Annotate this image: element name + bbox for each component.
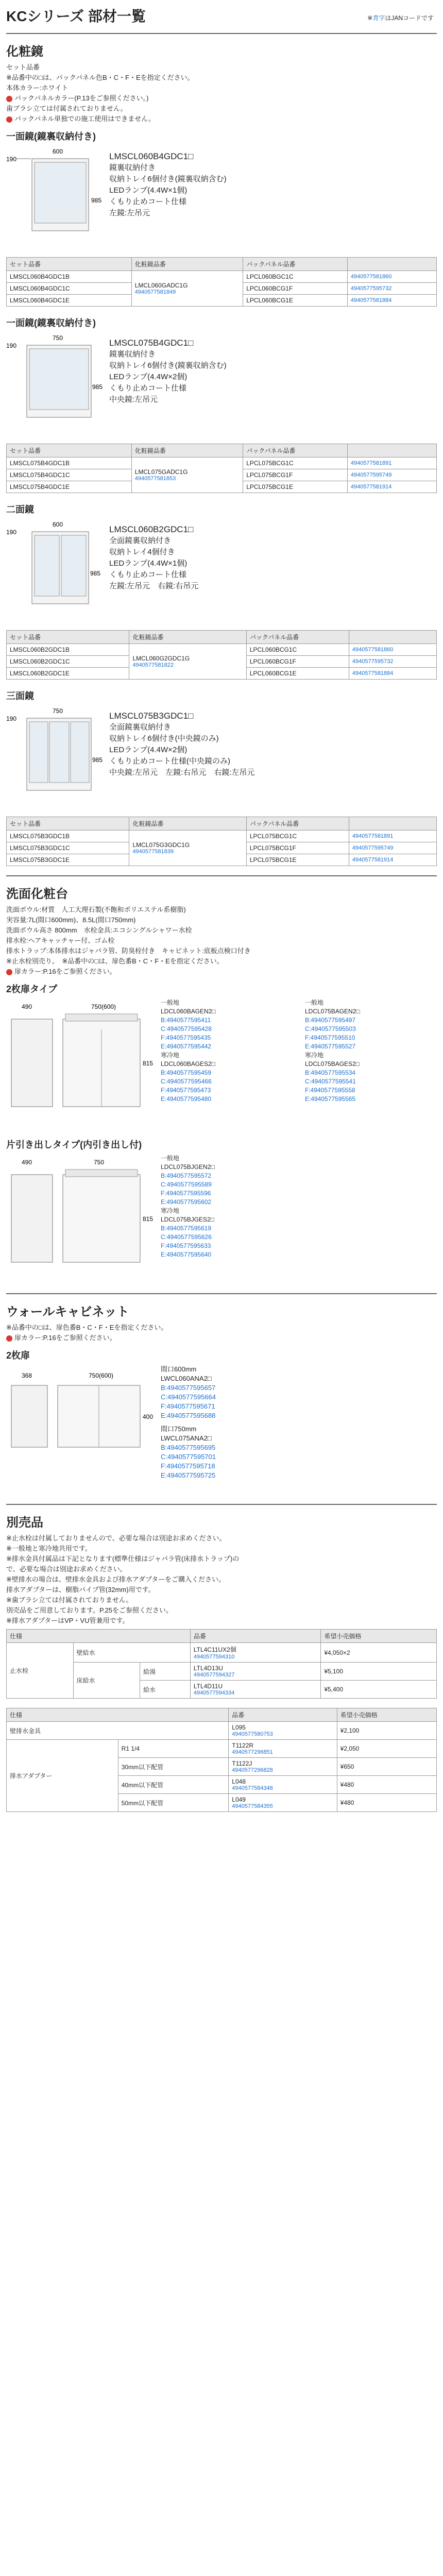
svg-text:985: 985 [92,383,103,391]
svg-text:600: 600 [53,148,63,155]
wall-codes: 間口600mm LWCL060ANA2□ B:4940577595657 C:4940577595664 F:4940577595671 E:4940577595688 間口750mm LWCL075ANA2□ B:4940577595695 C:4940577595701 F:4940577595718 E:4940577595725 [161,1365,216,1479]
one2-product [6,332,437,440]
three-product [6,705,437,814]
wall-sub: 2枚扉 [6,1350,30,1361]
twodoor-codes-600: 一般地 LDCL060BAGEN2□ B:4940577595411 C:4940577595428 F:4940577595435 E:4940577595442 寒冷地 LDCL060BAGES2□ B:4940577595459 C:4940577595466 F:4940577595473 E:4940577595480 [161,999,216,1103]
twodoor-vanity-drawing [6,998,156,1127]
red-marker-icon [6,1335,12,1342]
three-mirror-drawing [6,705,103,808]
mirror-title: 化粧鏡 [6,45,43,59]
two-mirror-drawing [6,519,99,622]
svg-text:190: 190 [6,156,17,163]
svg-text:750: 750 [53,334,63,342]
one1-subtitle: 一面鏡(鏡裏収納付き) [6,131,96,142]
wall-section [0,1301,443,1504]
wall-bullets: ※品番中の□は、扉色番B・C・F・Eを指定ください。 扉カラー:P.16をご参照ください。 [6,1324,168,1342]
stopcock-table: 仕様 品番 希望小売価格 止水栓 壁給水 LTL4C11UX2個 4940577594310 ¥4,050×2 床給水 給湯 LTL4D13U 4940577594327 ¥5,100 給水 LTL4D11U 4940577594334 ¥5,400 [6,1629,437,1699]
twodoor-codes-750: 一般地 LDCL075BAGEN2□ B:4940577595497 C:4940577595503 F:4940577595510 E:4940577595527 寒冷地 LDCL075BAGES2□ B:4940577595534 C:4940577595541 F:4940577595558 E:4940577595565 [305,999,360,1103]
red-marker-icon [6,969,12,975]
svg-text:750: 750 [53,707,63,715]
one1-spec: LMSCL060B4GDC1□ 鏡裏収納付き 収納トレイ6個付き(鏡裏収納含む) LEDランプ(4.4W×1個) くもり止めコート仕様 左鏡:左吊元 [109,151,227,217]
svg-text:190: 190 [6,342,17,349]
page-title: KCシリーズ 部材一覧 [6,8,146,24]
wall-rule [6,1293,437,1294]
wall-product [6,1365,437,1504]
svg-text:750(600): 750(600) [89,1372,114,1379]
one1-table: セット品番 化粧鏡品番 パックパネル品番 LMSCL060B4GDC1B LMCL060GADC1G 4940577581849 LPCL060BGC1C 4940577581860 LMSCL060B4GDC1C LPCL060BCG1F 4940577595732 LMSCL060B4GDC1E LPCL060BCG1E 4940577581884 [6,257,437,307]
sold-section [0,1512,443,1812]
vanity-section [0,884,443,1288]
svg-text:985: 985 [92,756,103,764]
svg-text:985: 985 [90,570,101,577]
svg-text:600: 600 [53,521,63,528]
drawer-vanity-drawing [6,1154,156,1283]
one2-table: セット品番 化粧鏡品番 パックパネル品番 LMSCL075B4GDC1B LMCL075GADC1G 4940577581853 LPCL075BCG1C 4940577581891 LMSCL075B4GDC1C LPCL075BCG1F 4940577595749 LMSCL075B4GDC1E LPCL075BCG1E 4940577581914 [6,444,437,493]
one2-subtitle: 一面鏡(鏡裏収納付き) [6,318,96,328]
svg-text:815: 815 [143,1060,154,1067]
svg-text:490: 490 [22,1159,32,1166]
svg-text:490: 490 [22,1003,32,1010]
one2-spec: LMSCL075B4GDC1□ 鏡裏収納付き 収納トレイ6個付き(鏡裏収納含む) LEDランプ(4.4W×2個) くもり止めコート仕様 中央鏡:左吊元 [109,338,227,404]
two-table: セット品番 化粧鏡品番 パックパネル品番 LMSCL060B2GDC1B LMCL060G2GDC1G 4940577581822 LPCL060BCG1C 4940577581860 LMSCL060B2GDC1C LPCL060BCG1F 4940577595732 LMSCL060B2GDC1E LPCL060BCG1E 4940577581884 [6,630,437,680]
twodoor-product [6,998,437,1132]
two-subtitle: 二面鏡 [6,504,34,515]
svg-text:368: 368 [22,1372,32,1379]
three-subtitle: 三面鏡 [6,691,34,701]
wall-cabinet-drawing [6,1365,156,1468]
twodoor-title: 2枚扉タイプ [6,984,58,994]
sold-rule [6,1504,437,1505]
svg-text:190: 190 [6,715,17,722]
wall-title: ウォールキャビネット [6,1305,129,1319]
two-product [6,519,437,627]
svg-text:750: 750 [94,1159,105,1166]
sold-title: 別売品 [6,1516,43,1530]
drawer-codes: 一般地 LDCL075BJGEN2□ B:4940577595572 C:4940577595589 F:4940577595596 E:4940577595602 寒冷地 LDCL075BJGES2□ B:4940577595619 C:4940577595626 F:4940577595633 E:4940577595640 [161,1155,215,1258]
header-rule [6,33,437,34]
mirror-bullets: セット品番 ※品番中の□は、パックパネル色B・C・F・Eを指定ください。 本体カラー:ホワイト パックパネルカラー(P.13をご参照ください。) 歯ブラシ立ては付属されておりません。 パックパネル単独での施工使用はできません。 [6,63,194,123]
one1-mirror-drawing [6,146,102,249]
one1-product [6,146,437,254]
two-spec: LMSCL060B2GDC1□ 全面鏡裏収納付き 収納トレイ4個付き LEDランプ(4.4W×1個) くもり止めコート仕様 左鏡:左吊元 右鏡:右吊元 [109,524,199,590]
jan-note: ※青字はJANコードです [367,14,434,22]
svg-text:985: 985 [91,197,102,204]
drawer-title: 片引き出しタイプ(内引き出し付) [6,1140,142,1150]
vanity-rule [6,875,437,876]
svg-text:400: 400 [143,1413,154,1420]
svg-text:190: 190 [6,529,17,536]
vanity-bullets: 洗面ボウル:材質 人工大理石製(不飽和ポリエステル系樹脂) 実容量:7L(間口600mm)、8.5L(間口750mm) 洗面ボウル高さ 800mm 水栓金具:エコシングルシャワー水栓 排水栓:ヘアキャッチャー付、ゴム栓 排水トラップ:本体排水はジャバラ管、防臭栓付き キャビネット:底板点検口付き ※止水栓別売り。 ※品番中の□は、扉色番B・C・F・Eを指定ください。 扉カラー:P.16をご参照ください。 [6,906,251,975]
svg-text:815: 815 [143,1215,154,1223]
three-table: セット品番 化粧鏡品番 パックパネル品番 LMSCL075B3GDC1B LMCL075G3GDC1G 4940577581839 LPCL075BCG1C 4940577581891 LMSCL075B3GDC1C LPCL075BCG1F 4940577595749 LMSCL075B3GDC1E LPCL075BCG1E 4940577581914 [6,817,437,866]
one2-mirror-drawing [6,332,103,435]
three-spec: LMSCL075B3GDC1□ 全面鏡裏収納付き 収納トレイ6個付き(中央鏡のみ) LEDランプ(4.4W×2個) くもり止めコート仕様(中央鏡のみ) 中央鏡:左吊元 左鏡:右吊元 右鏡:左吊元 [109,711,255,777]
mirror-section [0,41,443,866]
drawer-product [6,1154,437,1288]
drain-table: 仕様 品番 希望小売価格 壁排水金具 L095 4940577580753 ¥2,100 排水アダプター R1 1/4 T1122R 4940577296851 ¥2,050 30mm以下配管 T1122J 4940577296828 ¥650 40mm以下配管 L048 4940577584348 ¥480 50mm以下配管 L049 4940577584355 ¥480 [6,1708,437,1812]
page-header [0,0,443,33]
vanity-title: 洗面化粧台 [6,887,68,901]
svg-text:750(600): 750(600) [91,1003,116,1010]
red-marker-icon [6,96,12,102]
sold-bullets: ※止水栓は付属しておりませんので、必要な場合は別途お求めください。 ※一般地と寒冷地共用です。 ※排水金具付属品は下記となります(標準仕様はジャバラ管(床排水トラップ)の で、必要な場合は別途お求めください。 ※壁排水の場合は、壁排水金具および排水アダプターをご購入ください。 排水アダプターは、樹脂パイプ管(32mm)用です。 ※歯ブラシ立ては付属されておりません。 別売品をご用意しております。P.25をご参照ください。 ※排水アダプターはVP・VU管兼用です。 [6,1534,240,1624]
red-marker-icon [6,116,12,123]
